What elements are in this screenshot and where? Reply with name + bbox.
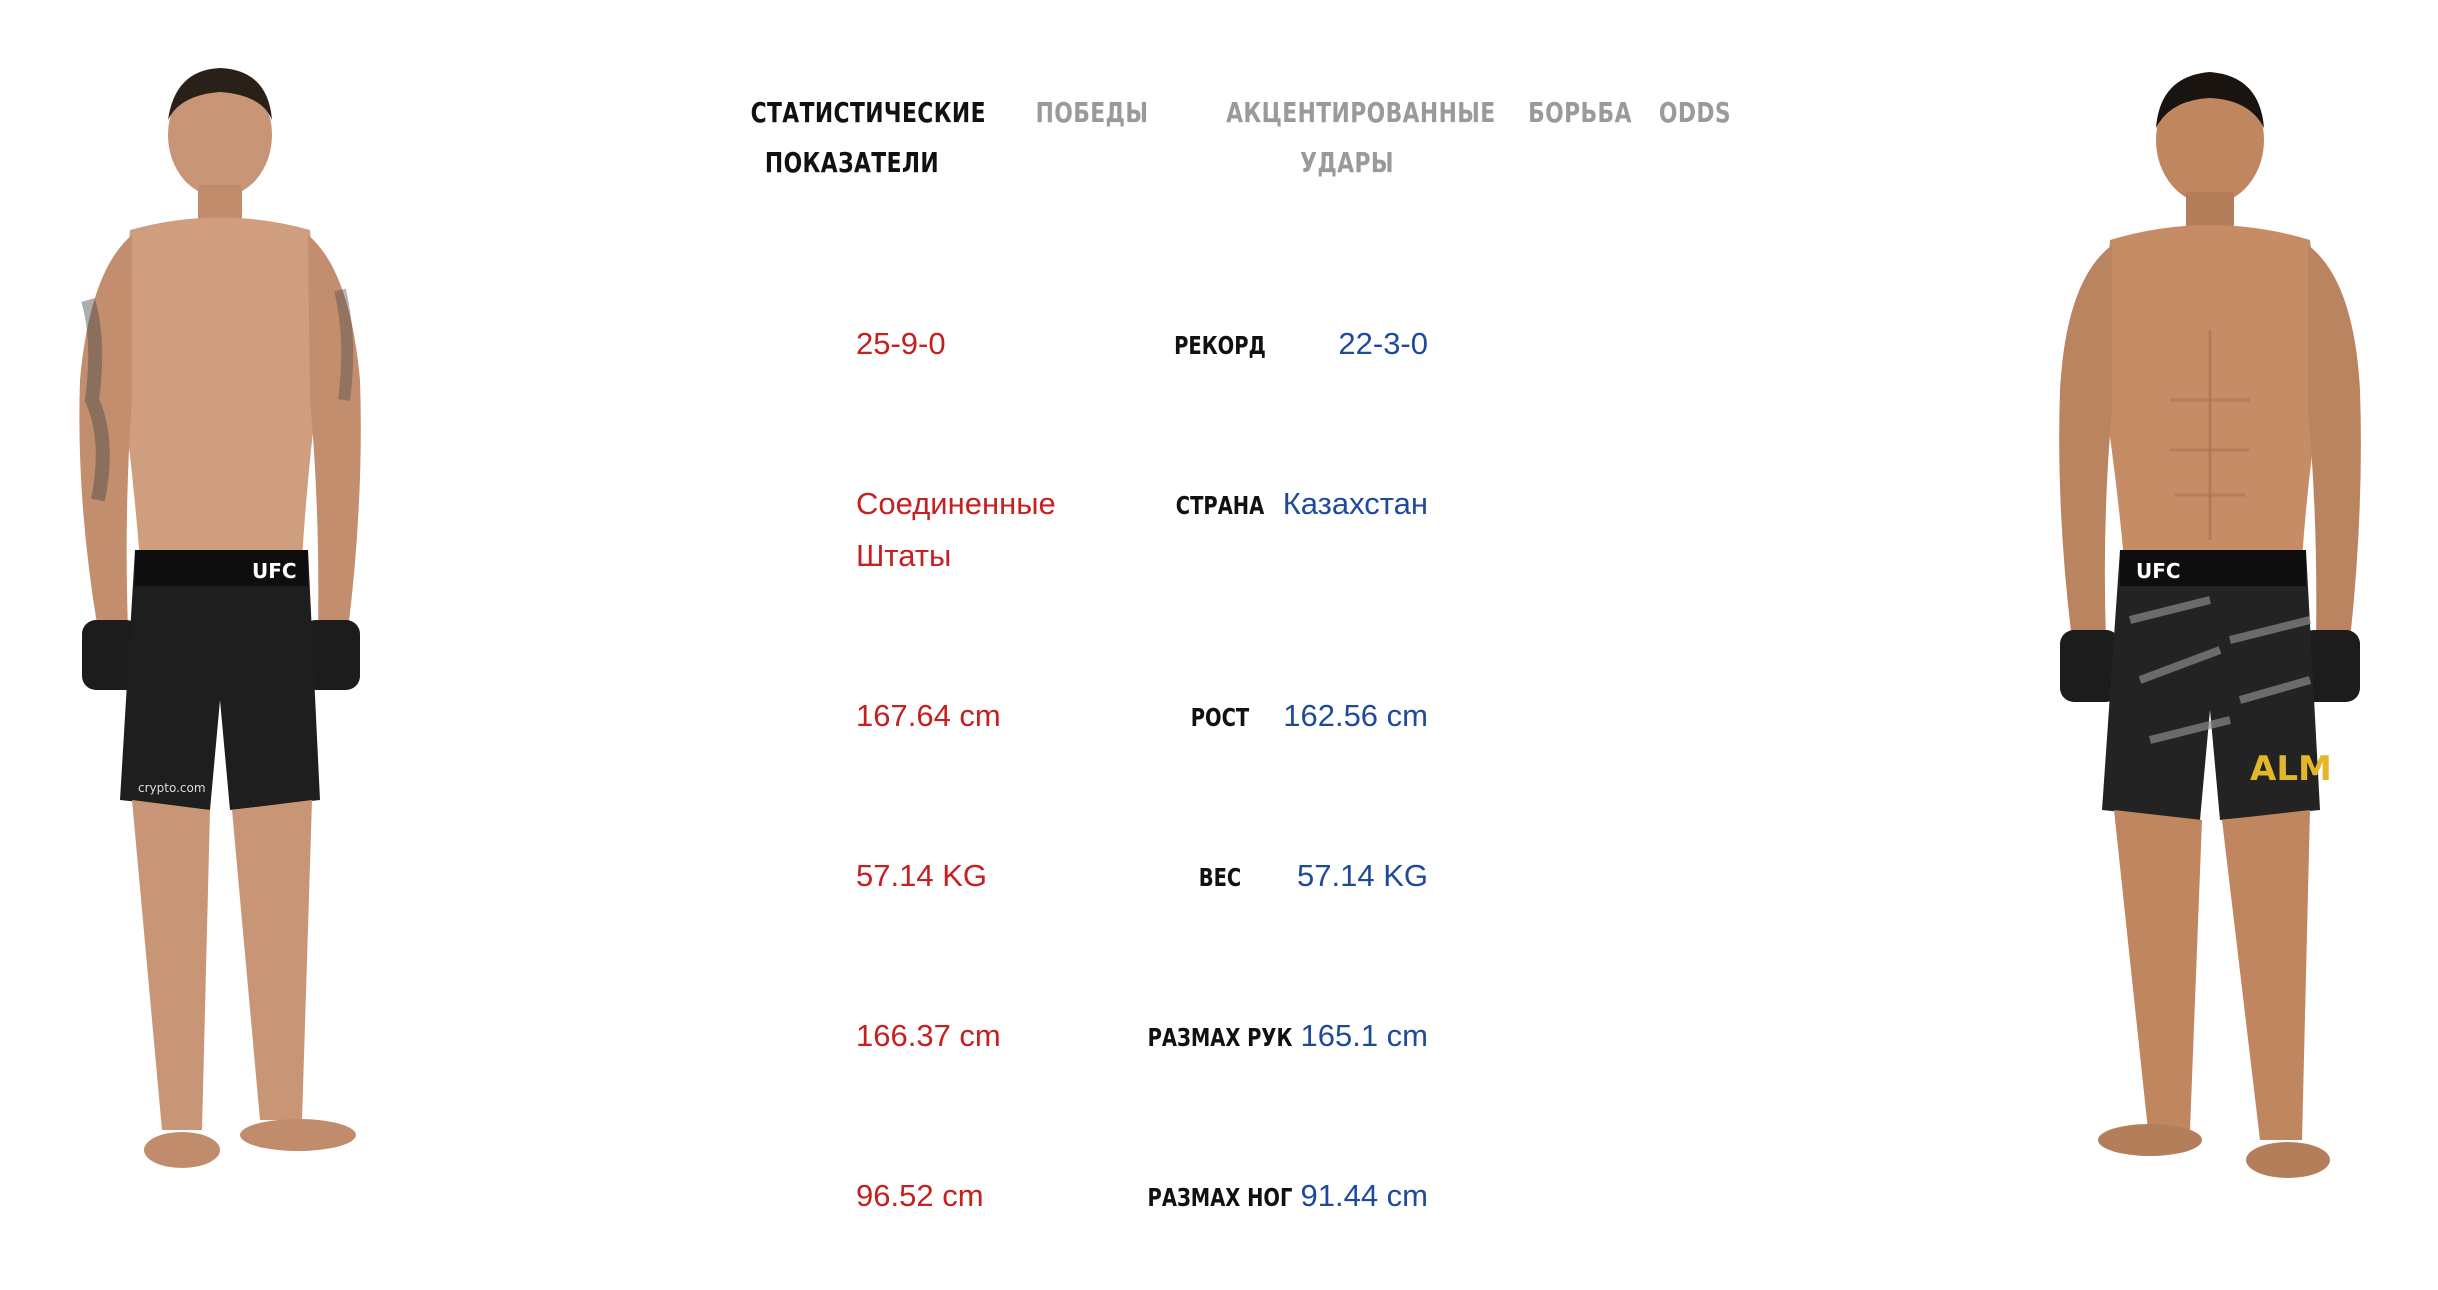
left-fighter-image: [40, 40, 400, 1240]
tab-odds[interactable]: ODDS: [1658, 96, 1732, 129]
right-fighter-country: Казахстан: [1282, 486, 1428, 521]
right-shorts-name: ALM: [2250, 749, 2332, 789]
right-shorts-logo: UFC: [2136, 559, 2181, 583]
stats-tabs: [740, 88, 1740, 188]
stat-row-country: [850, 478, 1580, 598]
left-fighter-reach: 166.37 cm: [856, 1018, 1001, 1053]
left-shorts-logo: UFC: [252, 559, 297, 583]
stat-label-height: РОСТ: [1190, 703, 1250, 732]
left-fighter-leg-reach: 96.52 cm: [856, 1178, 984, 1213]
stat-label-weight: ВЕС: [1198, 863, 1242, 892]
stat-label-country: СТРАНА: [1175, 491, 1265, 520]
left-fighter-record: 25-9-0: [856, 326, 946, 361]
tab-significant-strikes[interactable]: АКЦЕНТИРОВАННЫЕ УДАРЫ: [1226, 96, 1496, 179]
tab-wins[interactable]: ПОБЕДЫ: [1035, 96, 1149, 129]
right-fighter-record: 22-3-0: [1338, 326, 1428, 361]
tab-statistics[interactable]: СТАТИСТИЧЕСКИЕ ПОКАЗАТЕЛИ: [750, 96, 986, 179]
stat-label-leg-reach: РАЗМАХ НОГ: [1147, 1183, 1293, 1212]
tab-grappling[interactable]: БОРЬБА: [1528, 96, 1632, 129]
stat-label-reach: РАЗМАХ РУК: [1147, 1023, 1293, 1052]
stat-row-record: [850, 318, 1580, 438]
left-fighter-height: 167.64 cm: [856, 698, 1001, 733]
stat-row-weight: [850, 850, 1580, 970]
stat-label-record: РЕКОРД: [1174, 331, 1266, 360]
stat-row-leg-reach: [850, 1170, 1580, 1290]
right-fighter-image: [2010, 40, 2390, 1240]
left-shorts-sponsor: crypto.com: [138, 781, 206, 795]
left-fighter-weight: 57.14 KG: [856, 858, 987, 893]
left-fighter-country: Соединенные Штаты: [856, 486, 1056, 573]
right-fighter-weight: 57.14 KG: [1297, 858, 1428, 893]
stat-row-reach: [850, 1010, 1580, 1130]
right-fighter-reach: 165.1 cm: [1300, 1018, 1428, 1053]
right-fighter-leg-reach: 91.44 cm: [1300, 1178, 1428, 1213]
stat-row-height: [850, 690, 1580, 810]
right-fighter-height: 162.56 cm: [1283, 698, 1428, 733]
